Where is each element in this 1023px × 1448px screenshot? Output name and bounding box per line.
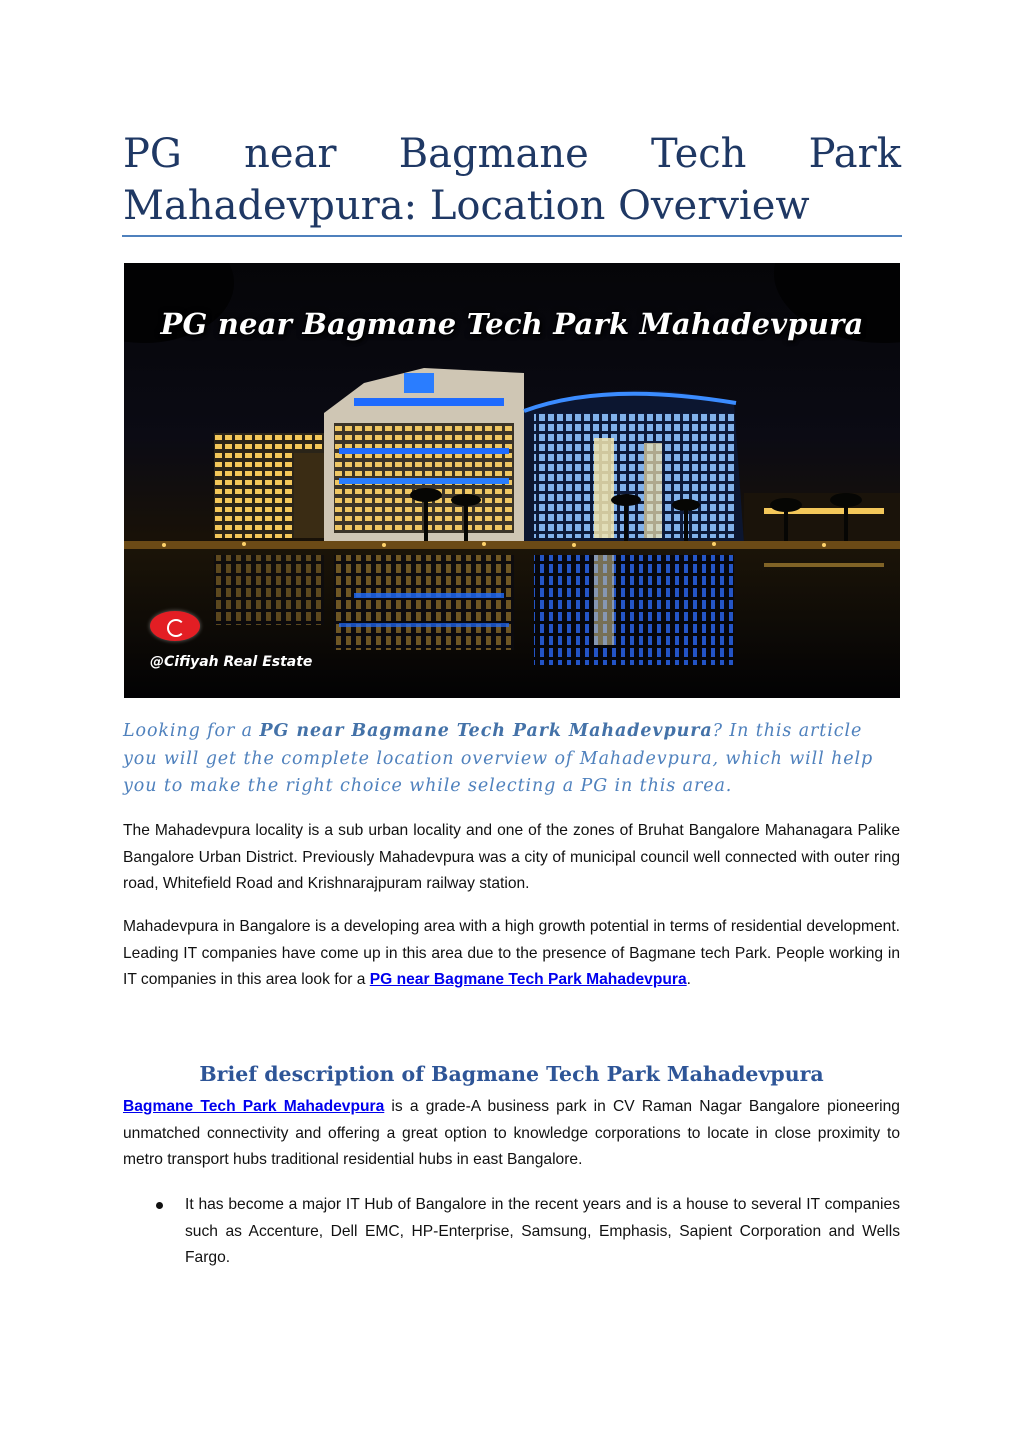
- paragraph-tech-park-description: [123, 1094, 900, 1174]
- pg-near-bagmane-link[interactable]: PG near Bagmane Tech Park Mahadevpura: [369, 971, 687, 988]
- title-word: Tech: [651, 131, 747, 177]
- intro-text-after: ? In this article you will get the complete location overview of Mahadevpura, which will help you to make the right choice while selecting a PG in this area.: [123, 721, 874, 796]
- paragraph-end: .: [686, 971, 691, 988]
- list-item-text: It has become a major IT Hub of Bangalore in the recent years and is a house to several IT companies such as Accenture, Dell EMC, HP-Enterprise, Samsung, Emphasis, Sapient Corporation and Wells Fargo.: [185, 1196, 900, 1266]
- paragraph-text: Mahadevpura in Bangalore is a developing area with a high growth potential in terms of residential development. Leading IT companies have come up in this area due to the presence of Bagmane tech Park. People working in IT companies in this area look for a: [123, 918, 900, 988]
- hero-heading: PG near Bagmane Tech Park Mahadevpura: [160, 307, 864, 341]
- title-word: Bagmane: [398, 131, 589, 177]
- list-item: [123, 1192, 900, 1272]
- section-heading: Brief description of Bagmane Tech Park Mahadevpura: [199, 1062, 824, 1086]
- intro-paragraph: [123, 718, 901, 801]
- hero-watermark: @Cifiyah Real Estate: [150, 654, 313, 670]
- intro-keyword: PG near Bagmane Tech Park Mahadevpura: [259, 721, 713, 741]
- paragraph-text: is a grade-A business park in CV Raman Nagar Bangalore pioneering unmatched connectivity and offering a great option to knowledge corporations to locate in close proximity to metro transport hubs traditional residential hubs in east Bangalore.: [123, 1098, 900, 1168]
- page-title: [123, 128, 901, 232]
- cifiyah-logo-icon: [150, 611, 200, 641]
- paragraph-growth-potential: [123, 914, 900, 994]
- title-word: Park: [808, 131, 901, 177]
- title-word: near: [244, 131, 337, 177]
- paragraph-mahadevpura-locality: The Mahadevpura locality is a sub urban locality and one of the zones of Bruhat Bangalore Mahanagara Palike Bangalore Urban District. Previously Mahadevpura was a city of municipal council well connected with outer ring road, Whitefield Road and Krishnarajpuram railway station.: [123, 822, 900, 892]
- title-underline: [122, 235, 902, 237]
- bullet-icon: [156, 1202, 163, 1209]
- intro-text-before: Looking for a: [123, 721, 260, 741]
- title-line-1: [123, 128, 901, 180]
- bagmane-tech-park-link[interactable]: Bagmane Tech Park Mahadevpura: [123, 1098, 385, 1115]
- title-word: PG: [123, 131, 182, 177]
- hero-image: [124, 263, 900, 698]
- title-line-2: Mahadevpura: Location Overview: [123, 183, 810, 229]
- bullet-list: [123, 1192, 900, 1272]
